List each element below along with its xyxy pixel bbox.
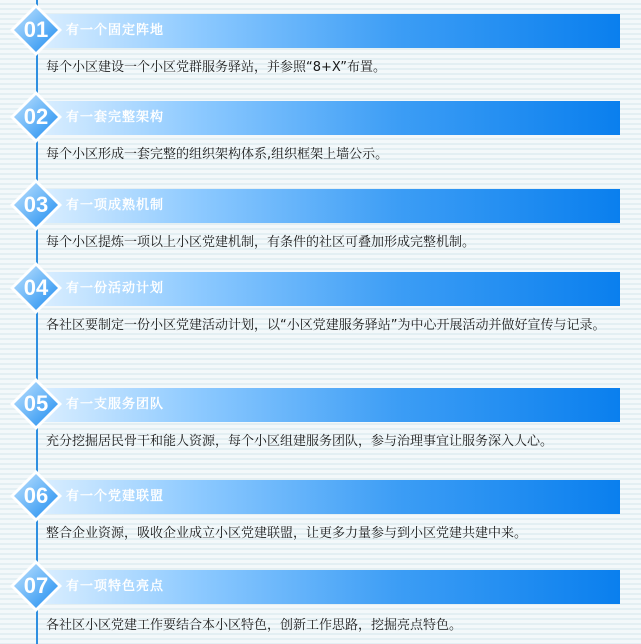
item-title: 有一份活动计划 [66,281,165,296]
item-title: 有一项成熟机制 [66,198,165,213]
item-text: 充分挖掘居民骨干和能人资源，每个小区组建服务团队，参与治理事宜让服务深入人心。 [46,434,554,449]
item-text: 每个小区形成一套完整的组织架构体系,组织框架上墙公示。 [46,147,389,162]
item-number: 04 [23,275,49,300]
item-title: 有一个党建联盟 [66,489,165,504]
item-text: 各社区要制定一份小区党建活动计划，以“小区党建服务驿站”为中心开展活动并做好宣传与记录。 [46,318,606,333]
item-number: 03 [23,192,49,217]
item-number: 07 [23,573,49,598]
item-text: 每个小区建设一个小区党群服务驿站，并参照“8+X”布置。 [46,60,387,75]
item-text: 各社区小区党建工作要结合本小区特色，创新工作思路，挖掘亮点特色。 [46,618,463,633]
item-number: 06 [23,483,49,508]
item-text: 每个小区提炼一项以上小区党建机制，有条件的社区可叠加形成完整机制。 [46,235,476,250]
item-number: 02 [23,104,49,129]
item-title: 有一个固定阵地 [66,23,165,38]
item-number: 05 [23,391,49,416]
item-title: 有一支服务团队 [66,397,165,412]
item-title: 有一项特色亮点 [66,579,165,594]
item-number: 01 [23,17,49,42]
item-title: 有一套完整架构 [66,110,165,125]
item-text: 整合企业资源，吸收企业成立小区党建联盟，让更多力量参与到小区党建共建中来。 [46,526,528,541]
